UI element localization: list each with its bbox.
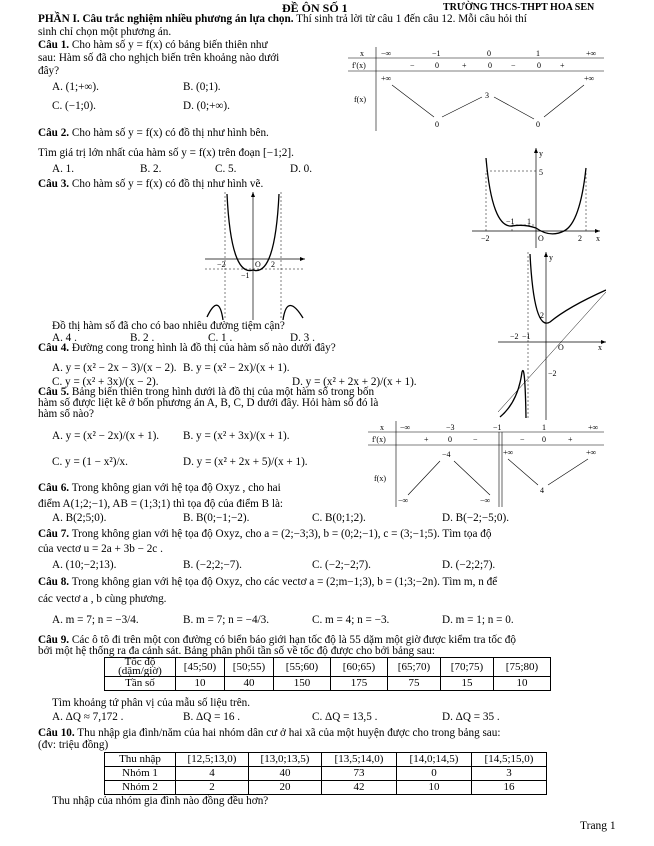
q5-vt-x4: +∞ (588, 423, 599, 432)
q1-variation-table (348, 47, 604, 131)
q10-line3: Thu nhập của nhóm gia đình nào đồng đều hơn? (52, 795, 269, 807)
q9-class-6: [75;80) (494, 658, 551, 677)
q10-row2-value-0: 2 (176, 780, 249, 794)
q5-text: Bảng biến thiên trong hình dưới là đồ thị của một hàm số trong bốn (71, 386, 375, 398)
table-row (105, 677, 551, 691)
q4-option-b[interactable]: B. y = (x² − 2x)/(x + 1). (183, 362, 290, 374)
q4-label-2: 2 (540, 311, 544, 320)
q5-variation-table (368, 421, 604, 507)
q6-text: Trong không gian với hệ tọa độ Oxyz , cho hai (71, 482, 281, 494)
q3-label-m2: −2 (217, 260, 226, 269)
q10-row1-name: Nhóm 1 (105, 766, 176, 780)
q6-option-c[interactable]: C. B(0;1;2). (312, 512, 366, 524)
q10-line2: (đv: triệu đồng) (38, 739, 109, 751)
q9-frequency-table (104, 657, 551, 691)
q5-line3: hàm số nào? (38, 408, 94, 420)
q9-option-a[interactable]: A. ΔQ ≈ 7,172 . (52, 711, 124, 723)
q9-value-3: 175 (331, 677, 388, 691)
q5-option-b[interactable]: B. y = (x² + 3x)/(x + 1). (183, 430, 290, 442)
q10-text: Thu nhập gia đình/năm của hai nhóm dân cư ở hai xã của một huyện được cho trong bảng sau: (77, 727, 501, 739)
q9-header-cell (105, 658, 176, 677)
q2-graph (472, 148, 604, 248)
q10-row2-value-2: 42 (322, 780, 397, 794)
q4-x-label: x (598, 343, 602, 352)
q9-option-b[interactable]: B. ΔQ = 16 . (183, 711, 241, 723)
q9-class-4: [65;70) (388, 658, 441, 677)
table-row (105, 753, 547, 767)
q9-value-1: 40 (225, 677, 274, 691)
q9-value-6: 10 (494, 677, 551, 691)
q2-label-2: 2 (578, 234, 582, 243)
q2-label-1: 1 (527, 217, 531, 226)
q5-vt-f5: 4 (540, 486, 544, 495)
page-number: Trang 1 (580, 820, 616, 832)
q2-line2: Tìm giá trị lớn nhất của hàm số y = f(x) trên đoạn [−1;2]. (38, 147, 294, 159)
q8-option-a[interactable]: A. m = 7; n = −3/4. (52, 614, 139, 626)
q9-class-2: [55;60) (274, 658, 331, 677)
q7-option-d[interactable]: D. (−2;2;7). (442, 559, 496, 571)
q4-text: Đường cong trong hình là đồ thị của hàm số nào dưới đây? (71, 342, 336, 354)
q10-class-4: [14,5;15,0) (472, 753, 547, 767)
q10-row1-value-2: 73 (322, 766, 397, 780)
q9-value-5: 15 (441, 677, 494, 691)
q9-freq-label: Tần số (105, 677, 176, 691)
q3-text: Cho hàm số y = f(x) có đồ thị như hình vẽ. (71, 178, 264, 190)
q1-option-c[interactable]: C. (−1;0). (52, 100, 96, 112)
q8-line1 (38, 576, 497, 589)
q7-option-c[interactable]: C. (−2;−2;7). (312, 559, 371, 571)
q4-option-a[interactable]: A. y = (x² − 2x − 3)/(x − 2). (52, 362, 177, 374)
q1-vt-f2: +∞ (584, 74, 595, 83)
q5-vt-s5: + (568, 435, 573, 444)
q4-label-m2b: −2 (548, 369, 557, 378)
q1-line3: đây? (38, 65, 60, 77)
q6-option-d[interactable]: D. B(−2;−5;0). (442, 512, 509, 524)
q2-text: Cho hàm số y = f(x) có đồ thị như hình bên. (71, 127, 269, 139)
q5-vt-x0: −∞ (400, 423, 411, 432)
q1-line2: sau: Hàm số đã cho nghịch biến trên khoảng nào dưới (38, 52, 280, 64)
part-heading: PHẦN I. Câu trắc nghiệm nhiều phương án lựa chọn. (38, 13, 294, 25)
q5-vt-f3: −∞ (398, 496, 409, 505)
q1-vt-f4: 0 (536, 120, 540, 129)
q9-class-0: [45;50) (176, 658, 225, 677)
q2-label-m1: −1 (506, 217, 515, 226)
q8-text: Trong không gian với hệ tọa độ Oxyz, cho các vectơ a = (2;m−1;3), b = (1;3;−2n). Tìm m, n để (71, 576, 498, 588)
q5-vt-s0: + (424, 435, 429, 444)
q1-option-d[interactable]: D. (0;+∞). (183, 100, 230, 112)
q7-option-a[interactable]: A. (10;−2;13). (52, 559, 117, 571)
q4-option-d[interactable]: D. y = (x² + 2x + 2)/(x + 1). (292, 376, 417, 388)
q3-option-b[interactable]: B. 2 . (130, 332, 155, 344)
q7-line1 (38, 528, 491, 541)
q10-row1-value-1: 40 (249, 766, 322, 780)
q7-line2: của vectơ u = 2a + 3b − 2c . (38, 543, 163, 555)
q7-label: Câu 7. (38, 528, 70, 540)
q9-class-3: [60;65) (331, 658, 388, 677)
table-row (105, 766, 547, 780)
q1-vt-s5: 0 (537, 61, 541, 70)
q8-option-b[interactable]: B. m = 7; n = −4/3. (183, 614, 270, 626)
q1-text: Cho hàm số y = f(x) có bảng biến thiên như (71, 39, 268, 51)
school-name: TRƯỜNG THCS-THPT HOA SEN (443, 2, 595, 13)
q9-line2: bởi một hệ thống ra đa cảnh sát. Bảng phân phối tần số về tốc độ được cho bởi bảng sau: (38, 645, 435, 657)
q1-vt-f-label: f(x) (354, 95, 366, 104)
q1-vt-s2: + (462, 61, 467, 70)
q9-header-2: (dặm/giờ) (118, 665, 162, 677)
q8-option-d[interactable]: D. m = 1; n = 0. (442, 614, 514, 626)
q5-vt-x-label: x (380, 423, 384, 432)
q4-line1 (38, 342, 336, 355)
part-instruction: Thí sinh trả lời từ câu 1 đến câu 12. Mỗi câu hỏi thí (296, 13, 527, 25)
q2-x-label: x (596, 234, 600, 243)
q6-option-a[interactable]: A. B(2;5;0). (52, 512, 107, 524)
q9-text: Các ô tô đi trên một con đường có biển báo giới hạn tốc độ là 55 dặm một giờ được kiểm tra tốc độ (71, 634, 516, 646)
q2-label-5: 5 (539, 168, 543, 177)
q3-label-o: O (255, 260, 261, 269)
q4-option-c[interactable]: C. y = (x² + 3x)/(x − 2). (52, 376, 159, 388)
q10-class-3: [14,0;14,5) (397, 753, 472, 767)
q3-label-m1: −1 (241, 271, 250, 280)
q2-label-m2: −2 (481, 234, 490, 243)
q5-vt-x2: −1 (493, 423, 502, 432)
q5-vt-f0: −4 (442, 450, 451, 459)
q6-line2: điểm A(1;2;−1), AB = (1;3;1) thì tọa độ của điểm B là: (38, 498, 284, 510)
q2-option-a[interactable]: A. 1. (52, 163, 75, 175)
q9-line3: Tìm khoảng tứ phân vị của mẫu số liệu trên. (52, 697, 251, 709)
q6-line1 (38, 482, 281, 495)
q5-vt-s1: 0 (448, 435, 452, 444)
q4-y-label: y (549, 253, 553, 262)
table-row (105, 780, 547, 794)
q3-option-c[interactable]: C. 1 . (208, 332, 233, 344)
q10-row2-value-4: 16 (472, 780, 547, 794)
q1-label: Câu 1. (38, 39, 70, 51)
q4-label-o: O (558, 343, 564, 352)
q1-line1 (38, 39, 268, 52)
part-heading-line (38, 13, 527, 26)
exam-title: ĐỀ ÔN SỐ 1 (282, 1, 348, 15)
q2-line1 (38, 127, 269, 140)
table-row (105, 658, 551, 677)
q5-label: Câu 5. (38, 386, 70, 398)
q1-vt-x0: −∞ (381, 49, 392, 58)
q10-row2-value-1: 20 (249, 780, 322, 794)
q10-row1-value-4: 3 (472, 766, 547, 780)
q9-option-c[interactable]: C. ΔQ = 13,5 . (312, 711, 378, 723)
q9-label: Câu 9. (38, 634, 70, 646)
q1-vt-x4: +∞ (586, 49, 597, 58)
q1-vt-s3: 0 (488, 61, 492, 70)
q1-vt-x3: 1 (536, 49, 540, 58)
q2-label: Câu 2. (38, 127, 70, 139)
q5-vt-s2: − (473, 435, 478, 444)
q10-row1-value-3: 0 (397, 766, 472, 780)
q5-line2: hàm số được liệt kê ở bốn phương án A, B, C, D dưới đây. Hỏi hàm số đó là (38, 397, 379, 409)
q4-label-m1: −1 (522, 332, 531, 341)
q1-vt-s4: − (511, 61, 516, 70)
q3-line1 (38, 178, 263, 191)
q1-vt-s6: + (560, 61, 565, 70)
q10-row2-name: Nhóm 2 (105, 780, 176, 794)
q1-vt-f3: 0 (435, 120, 439, 129)
q5-option-d[interactable]: D. y = (x² + 2x + 5)/(x + 1). (183, 456, 308, 468)
q2-option-c[interactable]: C. 5. (215, 163, 237, 175)
q10-class-2: [13,5;14,0) (322, 753, 397, 767)
q2-y-label: y (539, 149, 543, 158)
q10-label: Câu 10. (38, 727, 75, 739)
q4-label-m2: −2 (510, 332, 519, 341)
q1-vt-x-label: x (360, 49, 364, 58)
q3-option-d[interactable]: D. 3 . (290, 332, 315, 344)
q2-option-d[interactable]: D. 0. (290, 163, 313, 175)
q2-label-o: O (538, 234, 544, 243)
q6-label: Câu 6. (38, 482, 70, 494)
q10-class-0: [12,5;13,0) (176, 753, 249, 767)
q4-graph (498, 252, 606, 420)
q3-line2: Đồ thị hàm số đã cho có bao nhiêu đường tiệm cận? (52, 320, 285, 332)
q9-option-d[interactable]: D. ΔQ = 35 . (442, 711, 500, 723)
q5-vt-x3: 1 (542, 423, 546, 432)
q3-label: Câu 3. (38, 178, 70, 190)
q5-vt-f2: +∞ (586, 448, 597, 457)
q1-vt-s0: − (410, 61, 415, 70)
q9-header-1: Tốc độ (124, 656, 156, 668)
q2-option-b[interactable]: B. 2. (140, 163, 162, 175)
q1-vt-s1: 0 (435, 61, 439, 70)
q1-vt-f0: +∞ (381, 74, 392, 83)
q8-line2: các vectơ a , b cùng phương. (38, 593, 167, 605)
q1-vt-x2: 0 (487, 49, 491, 58)
q5-option-c[interactable]: C. y = (1 − x²)/x. (52, 456, 128, 468)
q10-income-table (104, 752, 547, 795)
q3-label-2: 2 (271, 260, 275, 269)
q10-class-1: [13,0;13,5) (249, 753, 322, 767)
q1-vt-x1: −1 (432, 49, 441, 58)
q7-text: Trong không gian với hệ tọa độ Oxyz, cho a = (2;−3;3), b = (0;2;−1), c = (3;−1;5). Tìm tọa độ (71, 528, 492, 540)
q3-option-a[interactable]: A. 4 . (52, 332, 77, 344)
q5-vt-f1: +∞ (503, 448, 514, 457)
q5-option-a[interactable]: A. y = (x² − 2x)/(x + 1). (52, 430, 160, 442)
q10-row1-value-0: 4 (176, 766, 249, 780)
q4-label: Câu 4. (38, 342, 70, 354)
q5-vt-f-label: f(x) (374, 474, 386, 483)
q9-class-5: [70;75) (441, 658, 494, 677)
q1-option-b[interactable]: B. (0;1). (183, 81, 221, 93)
q1-vt-fp-label: f′(x) (352, 61, 366, 70)
part-instruction-2: sinh chỉ chọn một phương án. (38, 26, 172, 38)
q9-value-0: 10 (176, 677, 225, 691)
q5-vt-s4: 0 (542, 435, 546, 444)
q5-vt-s3: − (520, 435, 525, 444)
q5-vt-x1: −3 (446, 423, 455, 432)
q7-option-b[interactable]: B. (−2;2;−7). (183, 559, 242, 571)
q9-value-4: 75 (388, 677, 441, 691)
q6-option-b[interactable]: B. B(0;−1;−2). (183, 512, 250, 524)
q9-class-1: [50;55) (225, 658, 274, 677)
q1-vt-f1: 3 (485, 91, 489, 100)
q5-vt-f4: −∞ (480, 496, 491, 505)
q10-header: Thu nhập (105, 753, 176, 767)
q10-row2-value-3: 10 (397, 780, 472, 794)
q8-label: Câu 8. (38, 576, 70, 588)
q9-value-2: 150 (274, 677, 331, 691)
q8-option-c[interactable]: C. m = 4; n = −3. (312, 614, 390, 626)
q1-option-a[interactable]: A. (1;+∞). (52, 81, 99, 93)
q5-vt-fp-label: f′(x) (372, 435, 386, 444)
q3-graph (205, 192, 305, 320)
